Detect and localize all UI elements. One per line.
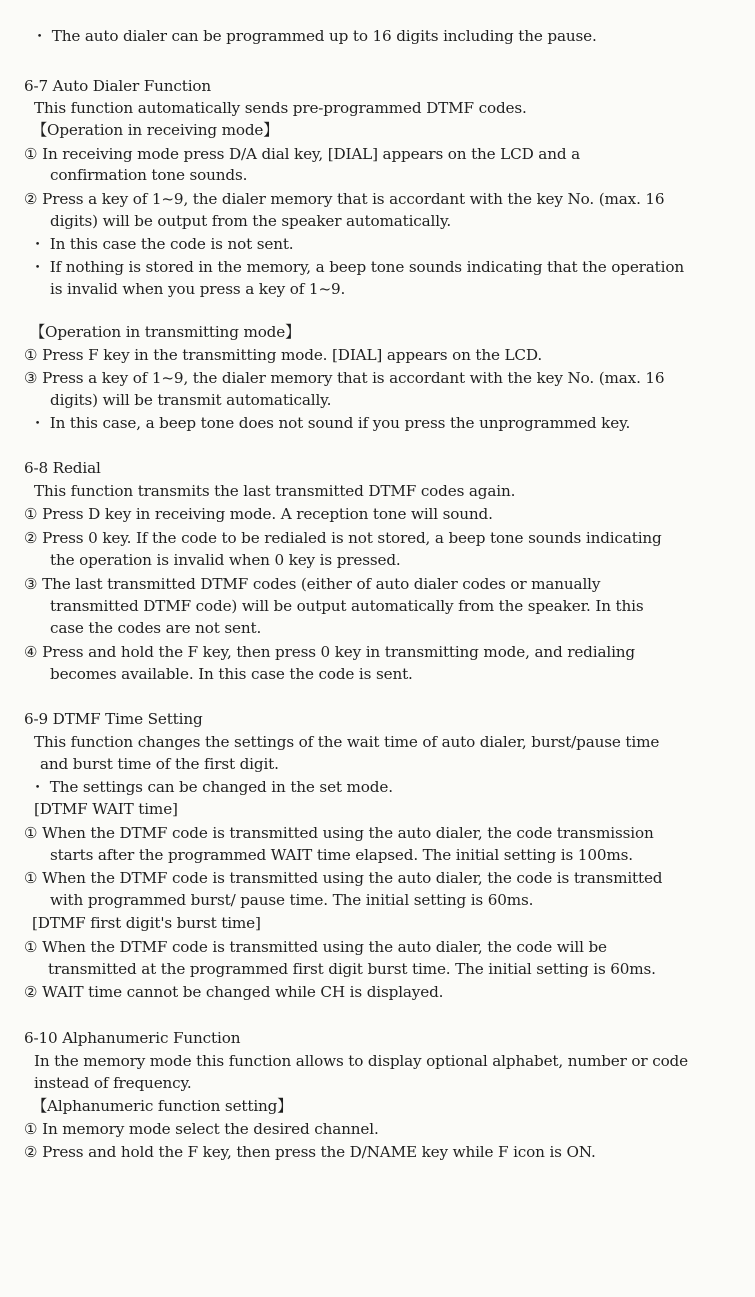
text-line: ① In receiving mode press D/A dial key, [DIAL] appears on the LCD and a [24, 145, 580, 163]
text-line: ① Press D key in receiving mode. A reception tone will sound. [24, 505, 493, 523]
section-heading: 6-10 Alphanumeric Function [24, 1029, 241, 1047]
text-line: ・ In this case the code is not sent. [30, 235, 294, 253]
text-line: instead of frequency. [34, 1074, 192, 1092]
text-line: ・ In this case, a beep tone does not sound if you press the unprogrammed key. [30, 414, 631, 432]
text-line: ② Press and hold the F key, then press the D/NAME key while F icon is ON. [24, 1143, 596, 1161]
text-line: ③ The last transmitted DTMF codes (either of auto dialer codes or manually [24, 575, 601, 593]
text-line: ② Press a key of 1~9, the dialer memory that is accordant with the key No. (max. 16 [24, 190, 665, 208]
text-line: In the memory mode this function allows to display optional alphabet, number or code [34, 1052, 688, 1070]
text-line: ② WAIT time cannot be changed while CH is displayed. [24, 983, 444, 1001]
section-heading: 6-7 Auto Dialer Function [24, 77, 212, 95]
subsection-heading: 【Alphanumeric function setting】 [32, 1097, 293, 1115]
text-line: ・ The settings can be changed in the set mode. [30, 778, 393, 796]
text-line: ① Press F key in the transmitting mode. [DIAL] appears on the LCD. [24, 346, 543, 364]
text-line: ① In memory mode select the desired channel. [24, 1120, 379, 1138]
subsection-heading: [DTMF WAIT time] [34, 800, 178, 818]
text-line: digits) will be transmit automatically. [50, 391, 332, 409]
subsection-heading: [DTMF first digit's burst time] [32, 914, 261, 932]
text-line: becomes available. In this case the code is sent. [50, 665, 413, 683]
text-line: This function automatically sends pre-programmed DTMF codes. [34, 99, 527, 117]
text-line: ④ Press and hold the F key, then press 0 key in transmitting mode, and redialing [24, 643, 635, 661]
text-line: ① When the DTMF code is transmitted using the auto dialer, the code will be [24, 938, 607, 956]
text-line: and burst time of the first digit. [40, 755, 279, 773]
text-line: This function changes the settings of the wait time of auto dialer, burst/pause time [34, 733, 660, 751]
text-line: ③ Press a key of 1~9, the dialer memory that is accordant with the key No. (max. 16 [24, 369, 665, 387]
text-line: starts after the programmed WAIT time elapsed. The initial setting is 100ms. [50, 846, 633, 864]
text-line: with programmed burst/ pause time. The initial setting is 60ms. [50, 891, 534, 909]
text-line: case the codes are not sent. [50, 619, 262, 637]
subsection-heading: 【Operation in transmitting mode】 [30, 323, 301, 341]
section-heading: 6-8 Redial [24, 459, 101, 477]
section-heading: 6-9 DTMF Time Setting [24, 710, 203, 728]
text-line: ① When the DTMF code is transmitted using the auto dialer, the code transmission [24, 824, 654, 842]
text-line: transmitted at the programmed first digit burst time. The initial setting is 60ms. [48, 960, 656, 978]
text-line: confirmation tone sounds. [50, 166, 248, 184]
text-line: transmitted DTMF code) will be output automatically from the speaker. In this [50, 597, 644, 615]
text-line: ・ If nothing is stored in the memory, a beep tone sounds indicating that the operation [30, 258, 684, 276]
text-line: ① When the DTMF code is transmitted using the auto dialer, the code is transmitted [24, 869, 663, 887]
subsection-heading: 【Operation in receiving mode】 [32, 121, 279, 139]
text-line: ② Press 0 key. If the code to be redialed is not stored, a beep tone sounds indicating [24, 529, 662, 547]
text-line: is invalid when you press a key of 1~9. [50, 280, 346, 298]
text-line: digits) will be output from the speaker automatically. [50, 212, 452, 230]
text-line: This function transmits the last transmitted DTMF codes again. [34, 482, 516, 500]
text-line: ・ The auto dialer can be programmed up to 16 digits including the pause. [32, 27, 597, 45]
text-line: the operation is invalid when 0 key is pressed. [50, 551, 401, 569]
